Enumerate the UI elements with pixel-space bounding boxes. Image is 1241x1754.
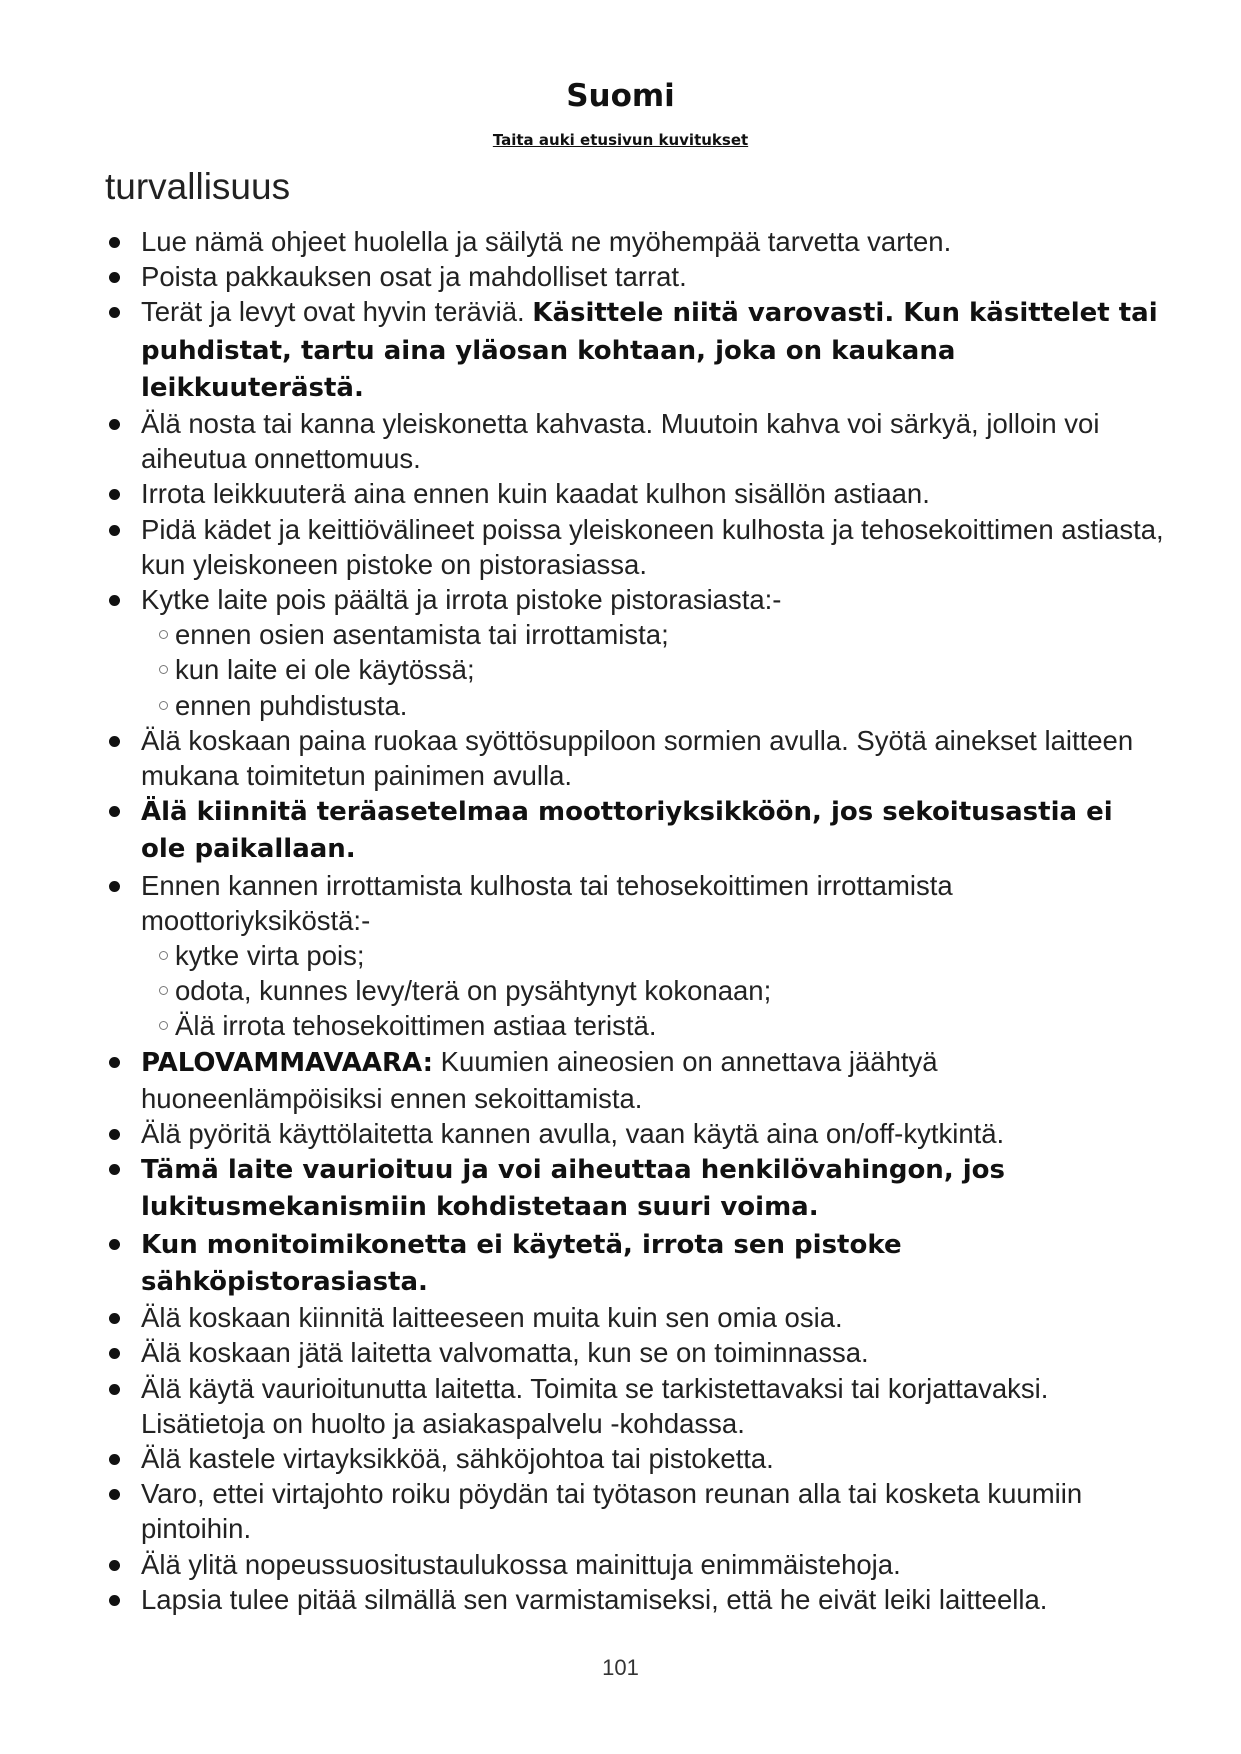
page-title: Suomi: [566, 78, 675, 114]
list-item: Älä koskaan jätä laitetta valvomatta, kun se on toiminnassa.: [106, 1335, 1166, 1370]
page-number: 101: [602, 1655, 639, 1680]
list-item: Älä koskaan kiinnitä laitteeseen muita kuin sen omia osia.: [106, 1300, 1166, 1335]
sub-list-item: odota, kunnes levy/terä on pysähtynyt kokonaan;: [141, 973, 1166, 1008]
sub-list-item: ennen puhdistusta.: [141, 688, 1166, 723]
list-item: Ennen kannen irrottamista kulhosta tai tehosekoittimen irrottamista moottoriyksiköstä:- kytke virta pois; odota, kunnes levy/terä on pysähtynyt kokonaan; Älä irrota tehosekoittimen astiaa teristä.: [106, 868, 1166, 1044]
list-item: Älä ylitä nopeussuositustaulukossa mainittuja enimmäistehoja.: [106, 1547, 1166, 1582]
safety-list: [106, 224, 1166, 1617]
list-item: Älä nosta tai kanna yleiskonetta kahvasta. Muutoin kahva voi särkyä, jolloin voi aiheutua onnettomuus.: [106, 406, 1166, 476]
sub-list-item: ennen osien asentamista tai irrottamista;: [141, 617, 1166, 652]
list-item: Poista pakkauksen osat ja mahdolliset tarrat.: [106, 259, 1166, 294]
list-item: Älä käytä vaurioitunutta laitetta. Toimita se tarkistettavaksi tai korjattavaksi. Lisätietoja on huolto ja asiakaspalvelu -kohdassa.: [106, 1371, 1166, 1441]
list-item: Irrota leikkuuterä aina ennen kuin kaadat kulhon sisällön astiaan.: [106, 476, 1166, 511]
list-item: Varo, ettei virtajohto roiku pöydän tai työtason reunan alla tai kosketa kuumiin pintoihin.: [106, 1476, 1166, 1546]
list-item: Kun monitoimikonetta ei käytetä, irrota sen pistoke sähköpistorasiasta.: [106, 1226, 1166, 1300]
list-item: Lapsia tulee pitää silmällä sen varmistamiseksi, että he eivät leiki laitteella.: [106, 1582, 1166, 1617]
sub-list: [141, 938, 1166, 1044]
list-item: Pidä kädet ja keittiövälineet poissa yleiskoneen kulhosta ja tehosekoittimen astiasta, kun yleiskoneen pistoke on pistorasiassa.: [106, 512, 1166, 582]
page-subtitle: Taita auki etusivun kuvitukset: [492, 131, 749, 149]
list-item: Lue nämä ohjeet huolella ja säilytä ne myöhempää tarvetta varten.: [106, 224, 1166, 259]
list-item: PALOVAMMAVAARA: Kuumien aineosien on annettava jäähtyä huoneenlämpöisiksi ennen sekoittamista.: [106, 1044, 1166, 1116]
sub-list-item: Älä irrota tehosekoittimen astiaa teristä.: [141, 1008, 1166, 1043]
list-item: Älä pyöritä käyttölaitetta kannen avulla, vaan käytä aina on/off-kytkintä.: [106, 1116, 1166, 1151]
list-item: Älä kastele virtayksikköä, sähköjohtoa tai pistoketta.: [106, 1441, 1166, 1476]
sub-list-item: kun laite ei ole käytössä;: [141, 652, 1166, 687]
section-heading: turvallisuus: [105, 166, 291, 207]
sub-list-item: kytke virta pois;: [141, 938, 1166, 973]
list-item: Tämä laite vaurioituu ja voi aiheuttaa henkilövahingon, jos lukitusmekanismiin kohdistetaan suuri voima.: [106, 1151, 1166, 1225]
list-item: Kytke laite pois päältä ja irrota pistoke pistorasiasta:- ennen osien asentamista tai irrottamista; kun laite ei ole käytössä; ennen puhdistusta.: [106, 582, 1166, 723]
list-item: Terät ja levyt ovat hyvin teräviä. Käsittele niitä varovasti. Kun käsittelet tai puhdistat, tartu aina yläosan kohtaan, joka on kaukana leikkuuterästä.: [106, 294, 1166, 406]
sub-list: [141, 617, 1166, 723]
list-item: Älä koskaan paina ruokaa syöttösuppiloon sormien avulla. Syötä ainekset laitteen mukana toimitetun painimen avulla.: [106, 723, 1166, 793]
list-item: Älä kiinnitä teräasetelmaa moottoriyksikköön, jos sekoitusastia ei ole paikallaan.: [106, 793, 1166, 867]
